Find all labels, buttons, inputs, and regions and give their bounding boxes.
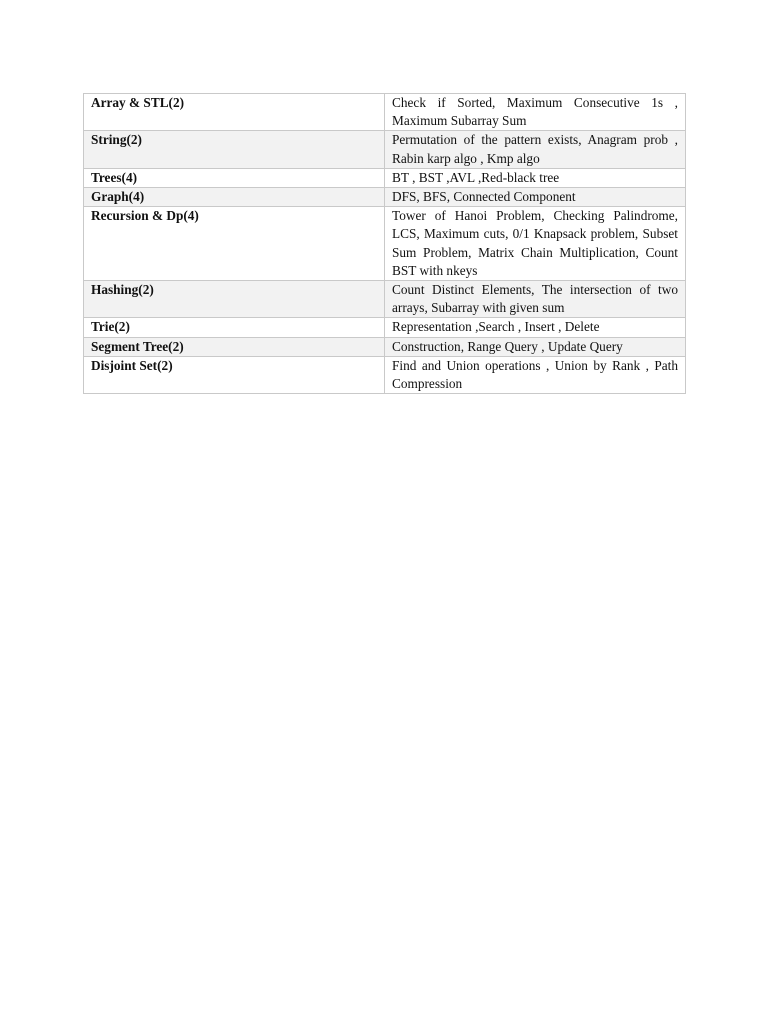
description-cell: DFS, BFS, Connected Component	[385, 188, 686, 207]
description-cell: Construction, Range Query , Update Query	[385, 337, 686, 356]
description-cell: Representation ,Search , Insert , Delete	[385, 318, 686, 337]
description-cell: Count Distinct Elements, The intersection of two arrays, Subarray with given sum	[385, 281, 686, 318]
table-row	[84, 281, 686, 318]
description-cell: BT , BST ,AVL ,Red-black tree	[385, 168, 686, 187]
table-row	[84, 188, 686, 207]
description-cell: Check if Sorted, Maximum Consecutive 1s , Maximum Subarray Sum	[385, 94, 686, 131]
table-row	[84, 94, 686, 131]
table-row	[84, 131, 686, 168]
topics-table	[83, 93, 686, 394]
topic-cell: Recursion & Dp(4)	[84, 207, 385, 281]
topic-cell: Disjoint Set(2)	[84, 356, 385, 393]
topic-cell: Trees(4)	[84, 168, 385, 187]
table-row	[84, 168, 686, 187]
table-row	[84, 318, 686, 337]
topic-cell: Hashing(2)	[84, 281, 385, 318]
topic-cell: Graph(4)	[84, 188, 385, 207]
topic-cell: String(2)	[84, 131, 385, 168]
topic-cell: Segment Tree(2)	[84, 337, 385, 356]
table-row	[84, 207, 686, 281]
table-row	[84, 356, 686, 393]
description-cell: Find and Union operations , Union by Rank , Path Compression	[385, 356, 686, 393]
topic-cell: Trie(2)	[84, 318, 385, 337]
topic-cell: Array & STL(2)	[84, 94, 385, 131]
table-row	[84, 337, 686, 356]
description-cell: Permutation of the pattern exists, Anagram prob , Rabin karp algo , Kmp algo	[385, 131, 686, 168]
description-cell: Tower of Hanoi Problem, Checking Palindrome, LCS, Maximum cuts, 0/1 Knapsack problem, Subset Sum Problem, Matrix Chain Multiplication, Count BST with nkeys	[385, 207, 686, 281]
